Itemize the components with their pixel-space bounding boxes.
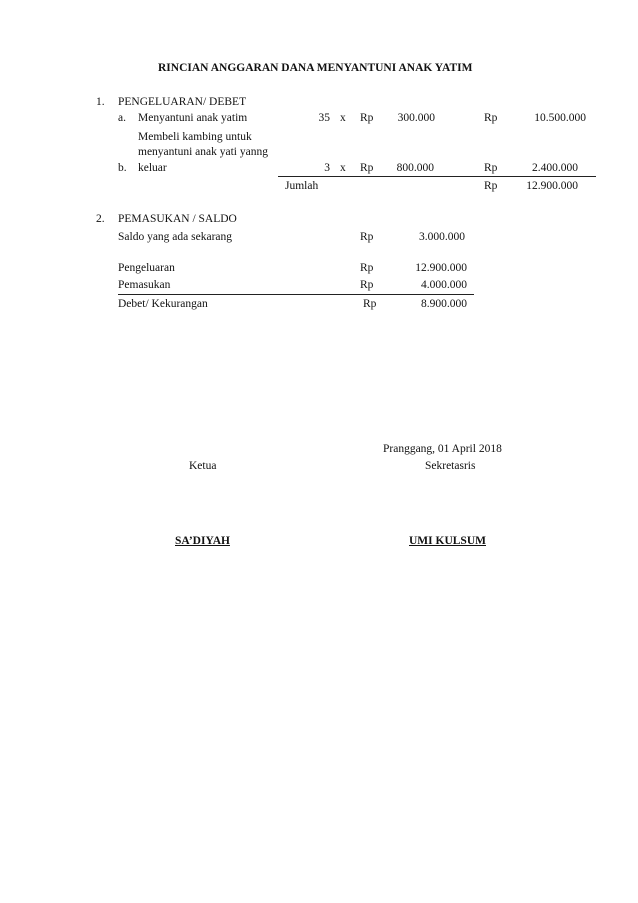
item-b-quantity: 3 [324, 162, 330, 174]
left-signatory-name: SA’DIYAH [175, 535, 230, 547]
item-b-description-line-3: keluar [138, 162, 167, 174]
right-signatory-role: Sekretasris [425, 460, 476, 472]
debet-value: 8.900.000 [421, 298, 467, 310]
pengeluaran-rp: Rp [360, 262, 374, 274]
left-signatory-role: Ketua [189, 460, 217, 472]
item-b-total: 2.400.000 [532, 162, 578, 174]
debet-top-rule [118, 294, 474, 295]
jumlah-top-rule [278, 176, 596, 177]
item-a-rp-total: Rp [484, 112, 498, 124]
debet-label: Debet/ Kekurangan [118, 298, 208, 310]
saldo-label: Saldo yang ada sekarang [118, 231, 233, 243]
section1-heading: PENGELUARAN/ DEBET [118, 96, 247, 108]
saldo-rp: Rp [360, 231, 374, 243]
jumlah-total: 12.900.000 [526, 180, 578, 192]
item-a-description: Menyantuni anak yatim [138, 112, 248, 124]
item-b-times: x [340, 162, 346, 174]
item-b-rp-price: Rp [360, 162, 374, 174]
place-date: Pranggang, 01 April 2018 [383, 443, 502, 455]
item-a-letter: a. [118, 112, 126, 124]
item-b-description-line-2: menyantuni anak yati yanng [138, 146, 268, 158]
pengeluaran-value: 12.900.000 [415, 262, 467, 274]
item-a-price: 300.000 [397, 112, 435, 124]
item-b-price: 800.000 [396, 162, 434, 174]
item-a-rp-price: Rp [360, 112, 374, 124]
debet-rp: Rp [363, 298, 377, 310]
section2-number: 2. [96, 213, 105, 225]
item-b-description-line-1: Membeli kambing untuk [138, 131, 252, 143]
jumlah-label: Jumlah [285, 180, 319, 192]
jumlah-rp: Rp [484, 180, 498, 192]
document-title: RINCIAN ANGGARAN DANA MENYANTUNI ANAK YATIM [158, 62, 473, 74]
pemasukan-value: 4.000.000 [421, 279, 467, 291]
right-signatory-name: UMI KULSUM [409, 535, 486, 547]
item-b-letter: b. [118, 162, 127, 174]
pemasukan-label: Pemasukan [118, 279, 171, 291]
item-a-times: x [340, 112, 346, 124]
pengeluaran-label: Pengeluaran [118, 262, 175, 274]
saldo-value: 3.000.000 [419, 231, 465, 243]
pemasukan-rp: Rp [360, 279, 374, 291]
section2-heading: PEMASUKAN / SALDO [118, 213, 237, 225]
item-a-quantity: 35 [318, 112, 330, 124]
item-a-total: 10.500.000 [534, 112, 586, 124]
item-b-rp-total: Rp [484, 162, 498, 174]
section1-number: 1. [96, 96, 105, 108]
